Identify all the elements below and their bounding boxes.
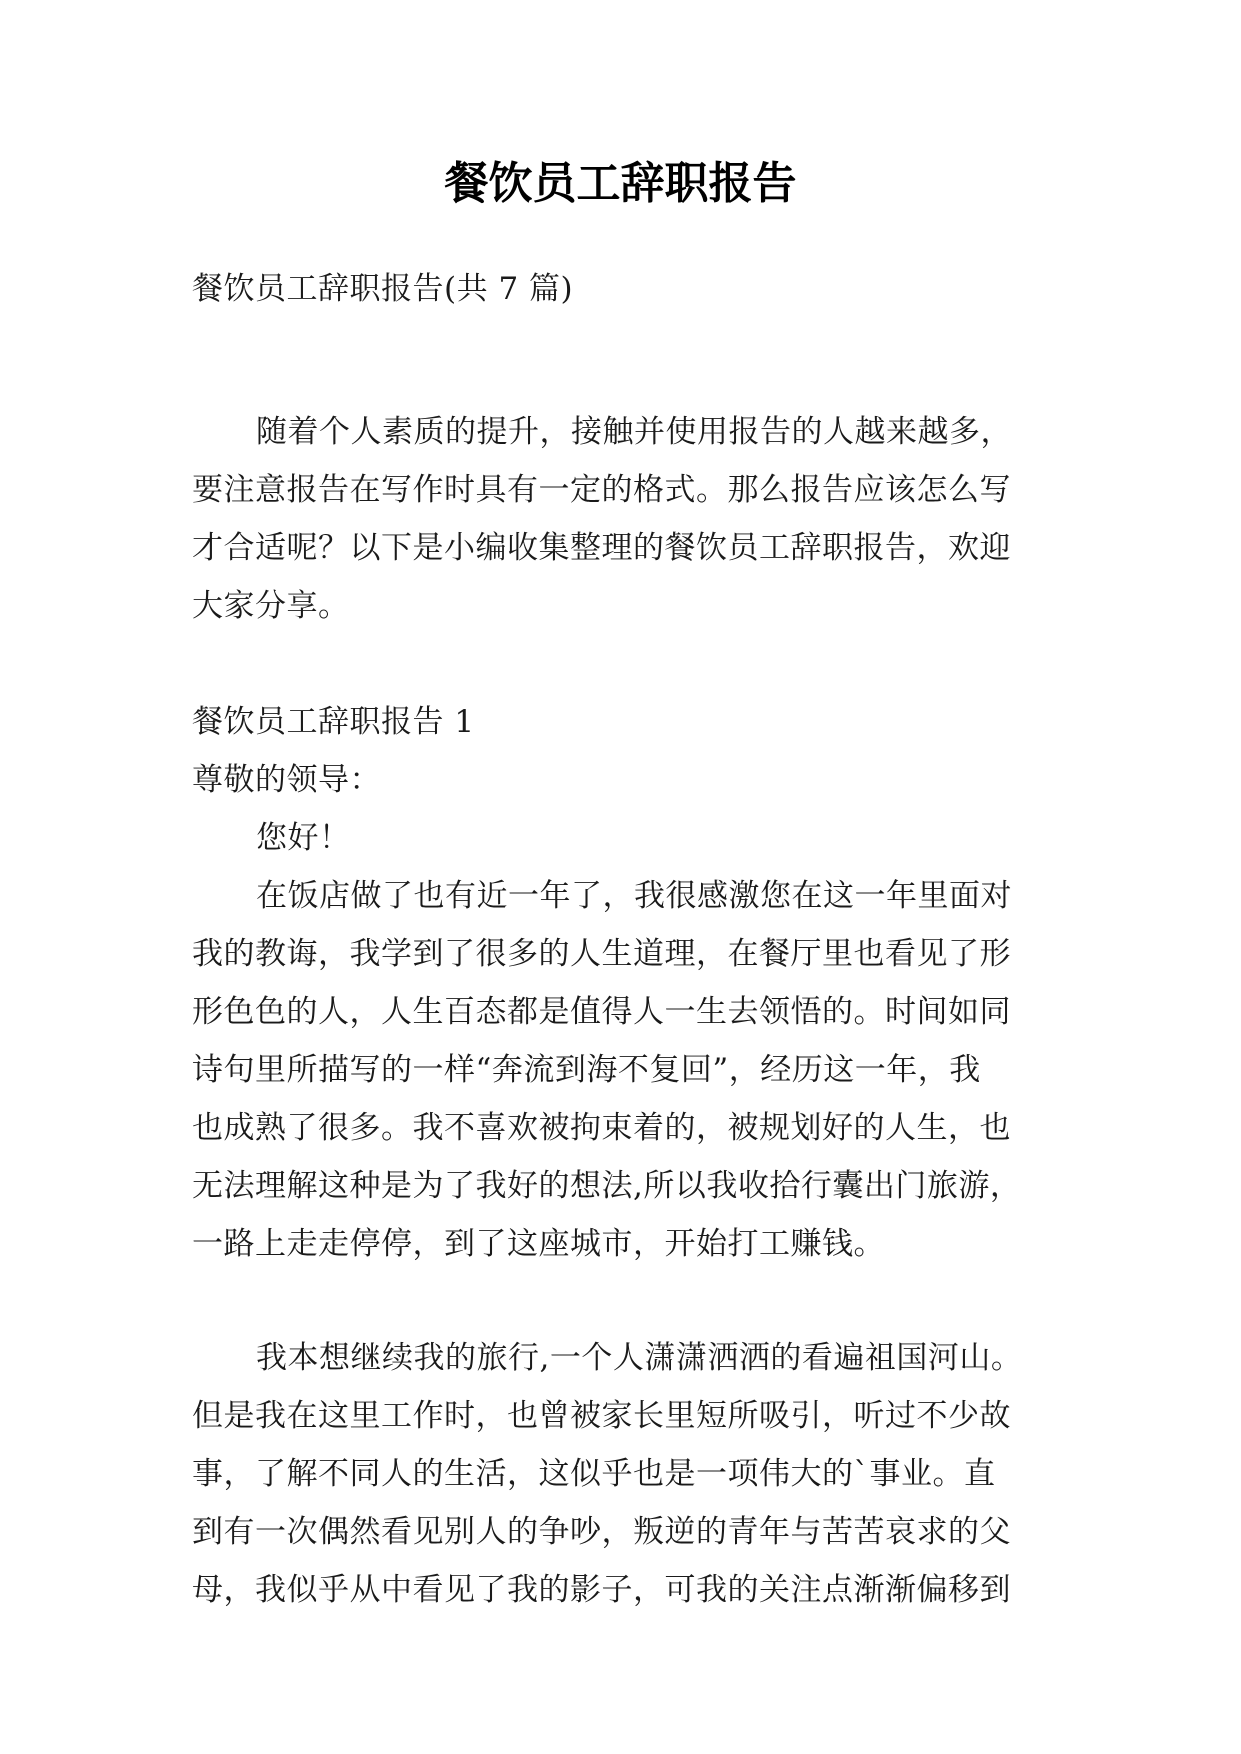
paragraph-line: 形色色的人，人生百态都是值得人一生去领悟的。时间如同 <box>192 994 1011 1030</box>
section-heading: 餐饮员工辞职报告 1 <box>192 704 475 740</box>
intro-paragraph <box>192 403 1072 635</box>
paragraph-line: 母，我似乎从中看见了我的影子，可我的关注点渐渐偏移到 <box>192 1572 1011 1608</box>
intro-line: 大家分享。 <box>192 588 350 624</box>
paragraph-line: 我的教诲，我学到了很多的人生道理，在餐厅里也看见了形 <box>192 936 1011 972</box>
body-paragraph-2 <box>192 1329 1072 1619</box>
intro-line: 才合适呢？以下是小编收集整理的餐饮员工辞职报告，欢迎 <box>192 530 1011 566</box>
greeting: 您好！ <box>256 820 351 856</box>
paragraph-line: 在饭店做了也有近一年了，我很感激您在这一年里面对 <box>256 878 1012 914</box>
intro-line: 随着个人素质的提升，接触并使用报告的人越来越多， <box>256 414 1012 450</box>
intro-line: 要注意报告在写作时具有一定的格式。那么报告应该怎么写 <box>192 472 1011 508</box>
paragraph-line: 无法理解这种是为了我好的想法,所以我收拾行囊出门旅游， <box>192 1168 1022 1204</box>
paragraph-line: 一路上走走停停，到了这座城市，开始打工赚钱。 <box>192 1226 885 1262</box>
paragraph-line: 事，了解不同人的生活，这似乎也是一项伟大的`事业。直 <box>192 1456 996 1492</box>
paragraph-line: 但是我在这里工作时，也曾被家长里短所吸引，听过不少故 <box>192 1398 1011 1434</box>
document-subtitle: 餐饮员工辞职报告(共 7 篇) <box>192 271 574 307</box>
document-title: 餐饮员工辞职报告 <box>444 158 797 209</box>
paragraph-line: 诗句里所描写的一样“奔流到海不复回”，经历这一年，我 <box>192 1052 981 1088</box>
paragraph-line: 到有一次偶然看见别人的争吵，叛逆的青年与苦苦哀求的父 <box>192 1514 1011 1550</box>
body-paragraph-1 <box>192 867 1072 1273</box>
paragraph-line: 我本想继续我的旅行,一个人潇潇洒洒的看遍祖国河山。 <box>256 1340 1023 1376</box>
paragraph-line: 也成熟了很多。我不喜欢被拘束着的，被规划好的人生，也 <box>192 1110 1011 1146</box>
salutation: 尊敬的领导： <box>192 762 381 798</box>
